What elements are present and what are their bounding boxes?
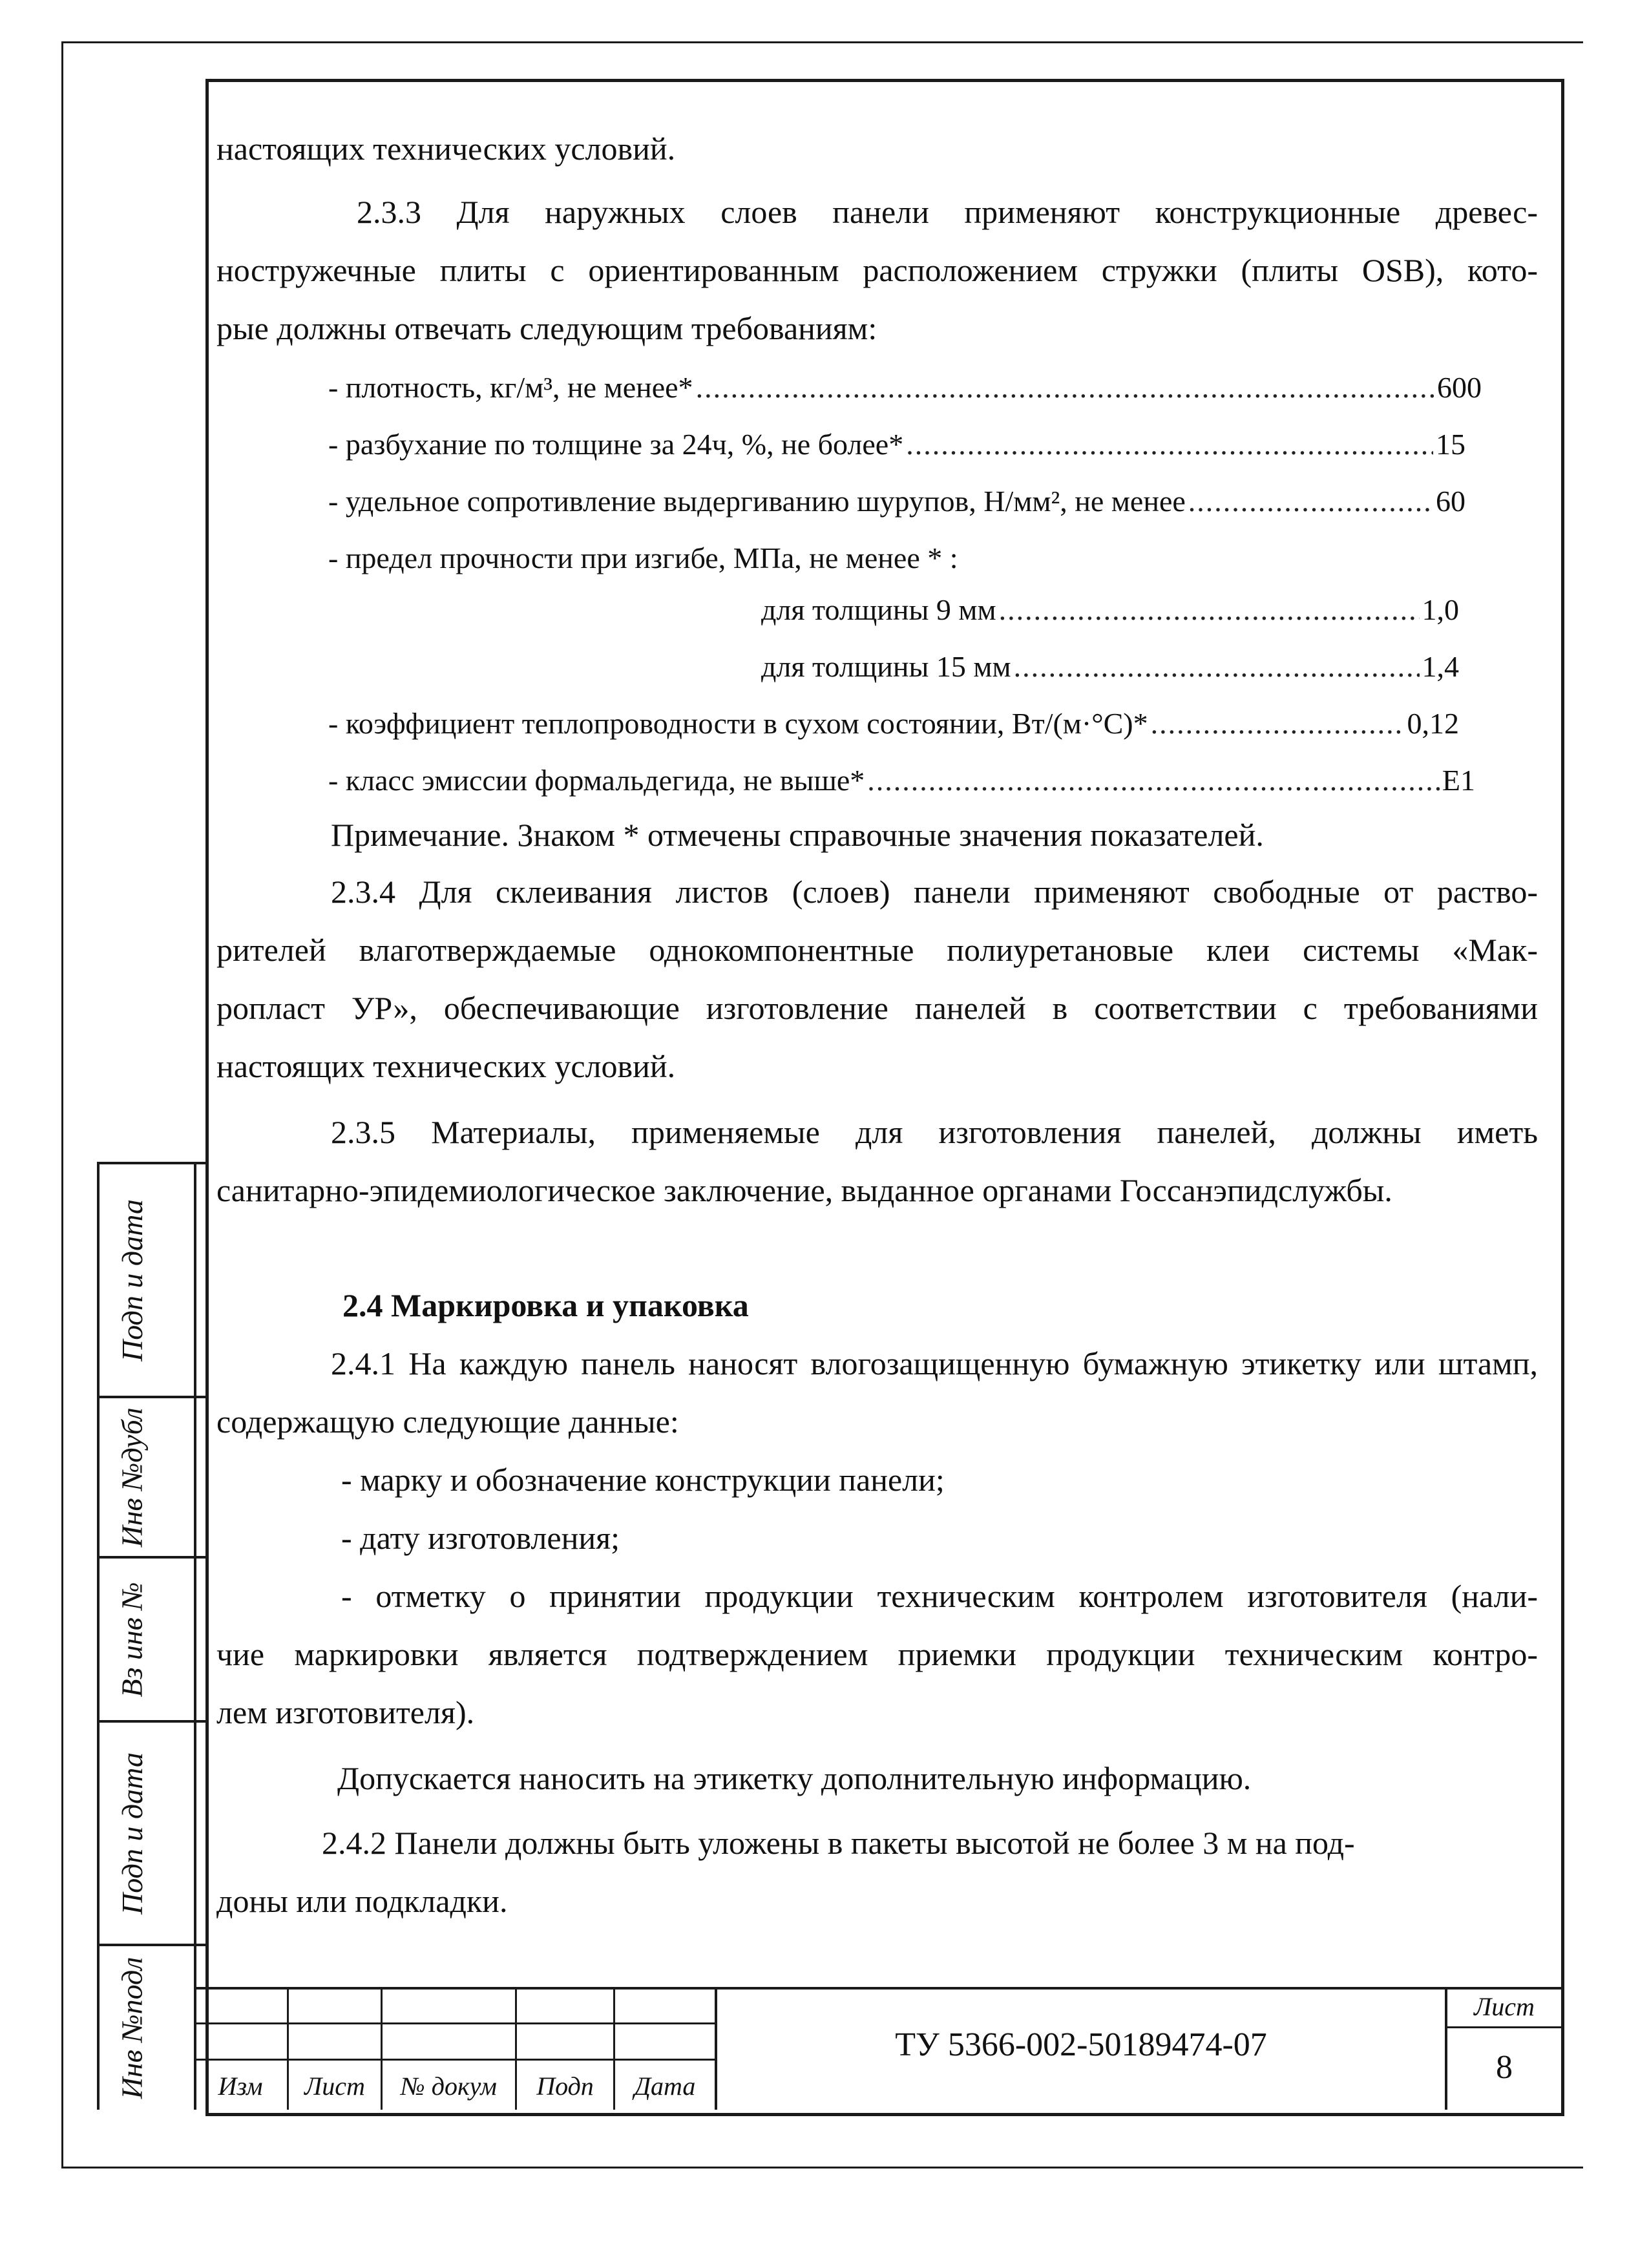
requirement-item: [328, 706, 1459, 742]
title-block-row: [194, 2022, 717, 2024]
paragraph-line: лем изготовителя).: [216, 1694, 475, 1730]
column-label-document-no: № докум: [401, 2072, 497, 2101]
paragraph-line: 2.4.1 На каждую панель наносят влогозащищенную бумажную этикетку или штамп,: [331, 1345, 1538, 1381]
paragraph-line: 2.4.2 Панели должны быть уложены в пакеты высотой не более 3 м на под-: [322, 1825, 1355, 1861]
column-label-signature: Подп: [536, 2072, 594, 2101]
requirement-item: [761, 649, 1459, 685]
title-block-row: [1445, 2026, 1561, 2028]
requirement-label: - удельное сопротивление выдергиванию шурупов, Н/мм², не менее: [328, 485, 1186, 518]
side-stamp-cell: [100, 1723, 164, 1944]
requirement-item: [761, 592, 1459, 628]
paragraph-line: содержащую следующие данные:: [216, 1403, 679, 1440]
requirement-value: 0,12: [1407, 707, 1459, 740]
requirement-value: 1,0: [1422, 593, 1459, 626]
side-stamp-cell: [100, 1164, 164, 1396]
side-stamp-cell: [100, 1946, 164, 2110]
column-label-sheet: Лист: [304, 2072, 365, 2101]
requirement-label: для толщины 15 мм: [761, 650, 1011, 683]
paragraph-line: санитарно-эпидемиологическое заключение, выданное органами Госсанэпидслужбы.: [216, 1172, 1392, 1208]
sheet-label: Лист: [1474, 1992, 1535, 2021]
paragraph-line: - отметку о принятии продукции техническим контролем изготовителя (нали-: [341, 1578, 1538, 1614]
requirement-value: 1,4: [1422, 650, 1459, 683]
requirement-value: 60: [1436, 485, 1465, 518]
paragraph-line: 2.3.4 Для склеивания листов (слоев) панели применяют свободные от раство-: [331, 874, 1538, 910]
outer-frame-left: [61, 41, 63, 2167]
section-heading: 2.4 Маркировка и упаковка: [342, 1287, 749, 1323]
title-block-row: [194, 2059, 717, 2061]
column-label-date: Дата: [634, 2072, 696, 2101]
marking-item: - дату изготовления;: [341, 1520, 620, 1556]
requirement-item: [328, 483, 1465, 520]
requirement-label: - класс эмиссии формальдегида, не выше*: [328, 764, 865, 797]
requirement-label: - предел прочности при изгибе, МПа, не менее * :: [328, 541, 958, 574]
extra-info: Допускается наносить на этикетку дополнительную информацию.: [337, 1760, 1252, 1796]
column-label-change: Изм: [218, 2072, 263, 2101]
requirement-item: [328, 426, 1465, 463]
paragraph-line: ропласт УР», обеспечивающие изготовление панелей в соответствии с требованиями: [216, 990, 1538, 1026]
sheet-number: 8: [1496, 2049, 1513, 2086]
document-code: ТУ 5366-002-50189474-07: [895, 2026, 1267, 2063]
paragraph-line: доны или подкладки.: [216, 1883, 508, 1919]
outer-frame-top: [61, 41, 1583, 43]
note: Примечание. Знаком * отмечены справочные значения показателей.: [331, 817, 1264, 853]
side-stamp-cell: [100, 1398, 164, 1556]
requirement-label: - плотность, кг/м³, не менее*: [328, 371, 693, 404]
requirement-value: E1: [1442, 764, 1475, 797]
side-stamp-right-border: [194, 1162, 196, 2110]
paragraph-line: рителей влаготверждаемые однокомпонентные полиуретановые клеи системы «Мак-: [216, 932, 1538, 968]
side-stamp-label: Инв №подл: [115, 1957, 149, 2099]
paragraph-line: ностружечные плиты с ориентированным расположением стружки (плиты OSB), кото-: [216, 252, 1538, 288]
side-stamp-cell: [100, 1559, 164, 1720]
requirement-label: - разбухание по толщине за 24ч, %, не более*: [328, 428, 904, 461]
side-stamp-label: Вз инв №: [115, 1581, 149, 1697]
requirement-value: 600: [1437, 371, 1482, 404]
side-stamp-label: Подп и дата: [115, 1752, 149, 1915]
paragraph-line: 2.3.3 Для наружных слоев панели применяют конструкционные древес-: [357, 194, 1538, 230]
continuation-line: настоящих технических условий.: [216, 131, 676, 167]
requirement-item: [328, 370, 1482, 406]
title-block-top: [194, 1987, 1561, 1990]
side-stamp-label: Инв №дубл: [115, 1407, 149, 1548]
requirement-label: - коэффициент теплопроводности в сухом состоянии, Вт/(м·°С)*: [328, 707, 1148, 740]
requirement-value: 15: [1436, 428, 1465, 461]
side-stamp-label: Подп и дата: [115, 1199, 149, 1361]
paragraph-line: 2.3.5 Материалы, применяемые для изготовления панелей, должны иметь: [331, 1114, 1538, 1150]
requirement-label: для толщины 9 мм: [761, 593, 996, 626]
requirement-item: [328, 540, 1265, 576]
paragraph-line: настоящих технических условий.: [216, 1048, 676, 1084]
paragraph-line: чие маркировки является подтверждением приемки продукции техническим контро-: [216, 1636, 1538, 1672]
outer-frame-bottom: [61, 2167, 1583, 2168]
paragraph-line: рые должны отвечать следующим требованиям:: [216, 310, 877, 346]
requirement-item: [328, 762, 1475, 799]
marking-item: - марку и обозначение конструкции панели;: [341, 1462, 945, 1498]
